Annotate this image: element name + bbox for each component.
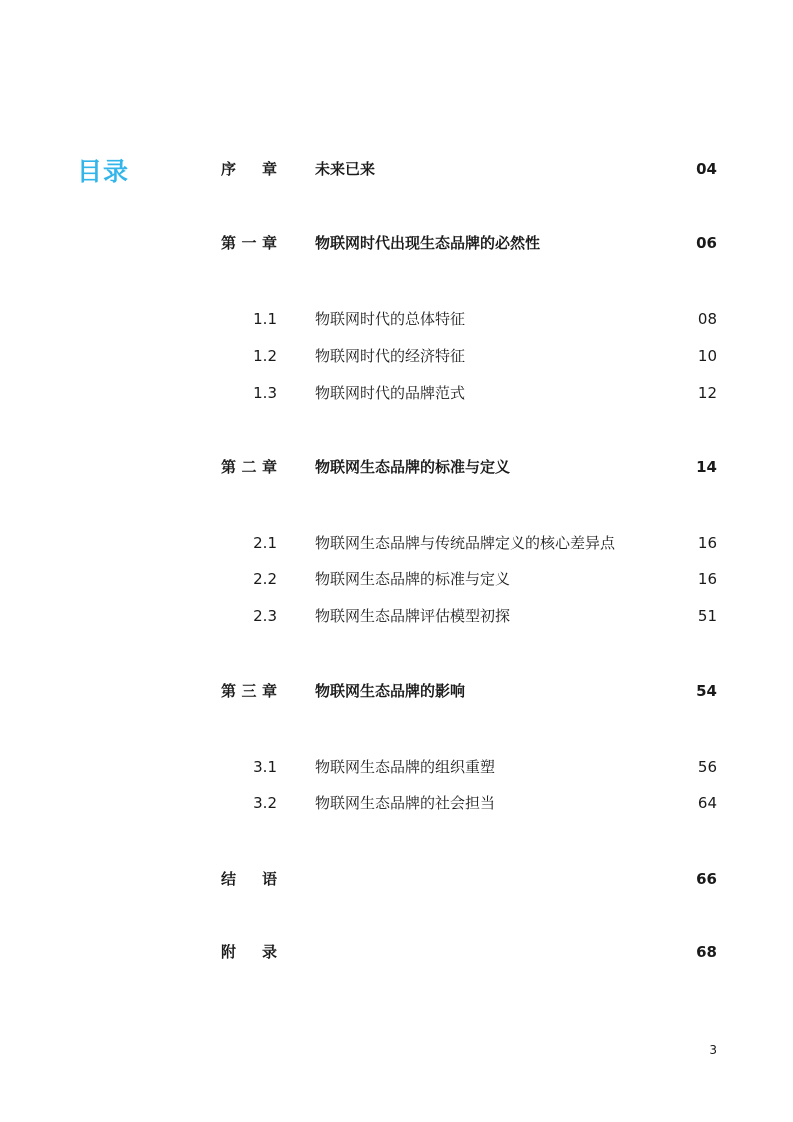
toc-section-row[interactable] — [0, 381, 793, 405]
toc-label-char: 章 — [261, 234, 277, 252]
toc-entry-title: 物联网生态品牌的标准与定义 — [315, 458, 511, 476]
toc-entry-title: 未来已来 — [315, 160, 376, 178]
toc-section-row[interactable] — [0, 307, 793, 331]
toc-section-row[interactable] — [0, 344, 793, 368]
toc-chapter-row[interactable] — [0, 940, 793, 964]
toc-label-char: 附 — [221, 943, 237, 961]
toc-entry-title: 物联网时代的品牌范式 — [315, 384, 466, 402]
toc-label-char: 二 — [241, 458, 257, 476]
toc-entry-page: 51 — [697, 607, 717, 625]
toc-section-row[interactable] — [0, 531, 793, 555]
toc-label-char: 章 — [261, 682, 277, 700]
toc-section-row[interactable] — [0, 604, 793, 628]
toc-entry-title: 物联网时代出现生态品牌的必然性 — [315, 234, 541, 252]
toc-entry-title: 物联网生态品牌评估模型初探 — [315, 607, 511, 625]
toc-label-char: 第 — [221, 234, 237, 252]
toc-entry-page: 12 — [697, 384, 717, 402]
page-number: 3 — [709, 1043, 717, 1057]
toc-entry-title: 物联网时代的总体特征 — [315, 310, 466, 328]
toc-chapter-row[interactable] — [0, 231, 793, 255]
toc-entry-label: 3.1 — [253, 758, 277, 776]
toc-heading: 目录 — [77, 157, 130, 186]
toc-entry-page: 68 — [696, 943, 717, 961]
toc-entry-page: 64 — [697, 794, 717, 812]
toc-label-char: 第 — [221, 682, 237, 700]
toc-entry-title: 物联网生态品牌的影响 — [315, 682, 466, 700]
toc-label-char: 结 — [221, 870, 237, 888]
toc-label-char: 三 — [241, 682, 257, 700]
toc-chapter-row[interactable] — [0, 867, 793, 891]
toc-entry-label — [221, 231, 277, 255]
toc-entry-label — [221, 940, 277, 964]
toc-section-row[interactable] — [0, 567, 793, 591]
toc-entry-label — [221, 867, 277, 891]
toc-label-char: 第 — [221, 458, 237, 476]
toc-label-char: 录 — [261, 943, 277, 961]
toc-entry-page: 66 — [696, 870, 717, 888]
toc-entry-label: 1.3 — [253, 384, 277, 402]
toc-entry-page: 14 — [696, 458, 717, 476]
toc-entry-label: 1.1 — [253, 310, 277, 328]
toc-entry-page: 06 — [696, 234, 717, 252]
toc-entry-title: 物联网生态品牌的社会担当 — [315, 794, 496, 812]
toc-entry-label: 2.2 — [253, 570, 277, 588]
toc-entry-label: 3.2 — [253, 794, 277, 812]
toc-entry-page: 56 — [697, 758, 717, 776]
toc-chapter-row[interactable] — [0, 157, 793, 181]
toc-entry-title: 物联网生态品牌与传统品牌定义的核心差异点 — [315, 534, 616, 552]
toc-entry-label — [221, 679, 277, 703]
toc-entry-label — [221, 157, 277, 181]
toc-entry-page: 16 — [697, 534, 717, 552]
toc-entry-page: 54 — [696, 682, 717, 700]
toc-entry-page: 04 — [696, 160, 717, 178]
toc-entry-label: 2.3 — [253, 607, 277, 625]
toc-entry-label: 2.1 — [253, 534, 277, 552]
toc-entry-title: 物联网时代的经济特征 — [315, 347, 466, 365]
toc-entry-page: 16 — [697, 570, 717, 588]
toc-entry-title: 物联网生态品牌的标准与定义 — [315, 570, 511, 588]
toc-entry-label — [221, 455, 277, 479]
toc-section-row[interactable] — [0, 755, 793, 779]
toc-entry-page: 10 — [697, 347, 717, 365]
toc-entry-label: 1.2 — [253, 347, 277, 365]
toc-entry-title: 物联网生态品牌的组织重塑 — [315, 758, 496, 776]
toc-label-char: 章 — [261, 160, 277, 178]
toc-section-row[interactable] — [0, 791, 793, 815]
toc-label-char: 一 — [241, 234, 257, 252]
toc-entry-page: 08 — [697, 310, 717, 328]
toc-chapter-row[interactable] — [0, 455, 793, 479]
toc-chapter-row[interactable] — [0, 679, 793, 703]
toc-label-char: 章 — [261, 458, 277, 476]
toc-label-char: 序 — [221, 160, 237, 178]
toc-label-char: 语 — [261, 870, 277, 888]
